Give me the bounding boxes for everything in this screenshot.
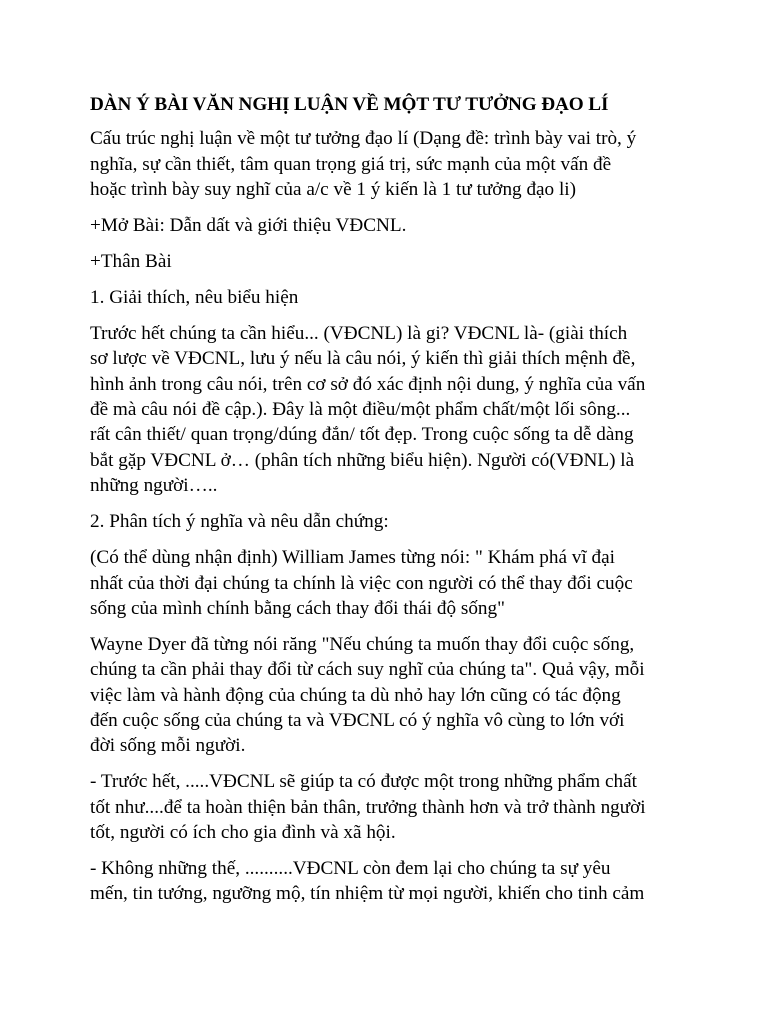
paragraph-explanation	[90, 321, 690, 499]
text-line: sơ lược về VĐCNL, lưu ý nếu là câu nói, ý kiến thì giải thích mệnh đề,	[90, 348, 636, 370]
text-line: đến cuộc sống của chúng ta và VĐCNL có ý nghĩa vô cùng to lớn với	[90, 710, 625, 732]
paragraph-mo-bai	[90, 213, 690, 238]
text-line: - Trước hết, .....VĐCNL sẽ giúp ta có được một trong những phẩm chất	[90, 771, 637, 793]
text-line: nhất của thời đại chúng ta chính là việc con người có thể thay đổi cuộc	[90, 572, 633, 594]
text-line: +Thân Bài	[90, 251, 172, 273]
text-line: hoặc trình bày suy nghĩ của a/c về 1 ý kiến là 1 tư tưởng đạo li)	[90, 179, 576, 201]
text-line: bắt gặp VĐCNL ở… (phân tích những biểu hiện). Người có(VĐNL) là	[90, 449, 635, 471]
text-line: (Có thể dùng nhận định) William James từng nói: " Khám phá vĩ đại	[90, 547, 615, 569]
text-line: việc làm và hành động của chúng ta dù nhỏ hay lớn cũng có tác động	[90, 684, 621, 706]
paragraph-quote-wayne-dyer	[90, 632, 690, 759]
text-line: đề mà câu nói đề cập.). Đây là một điều/một phẩm chất/một lối sông...	[90, 399, 631, 421]
text-line: nghĩa, sự cần thiết, tâm quan trọng giá trị, sức mạnh của một vấn đề	[90, 153, 612, 175]
text-line: tốt như....để ta hoàn thiện bản thân, trưởng thành hơn và trở thành người	[90, 796, 646, 818]
text-line: Trước hết chúng ta cần hiểu... (VĐCNL) là gi? VĐCNL là- (giài thích	[90, 322, 628, 344]
document-body	[90, 92, 690, 917]
paragraph-intro-structure	[90, 126, 690, 202]
text-line: mến, tin tướng, ngưỡng mộ, tín nhiệm từ mọi người, khiến cho tinh cảm	[90, 883, 645, 905]
text-line: đời sống mỗi người.	[90, 735, 246, 757]
paragraph-bullet-second	[90, 856, 690, 907]
paragraph-quote-william-james	[90, 545, 690, 621]
text-line: +Mở Bài: Dẫn dất và giới thiệu VĐCNL.	[90, 215, 407, 237]
text-line: 2. Phân tích ý nghĩa và nêu dẫn chứng:	[90, 511, 389, 533]
text-line: sống của mình chính bằng cách thay đổi thái độ sống"	[90, 597, 505, 619]
text-line: - Không những thế, ..........VĐCNL còn đem lại cho chúng ta sự yêu	[90, 858, 611, 880]
text-line: Cấu trúc nghị luận về một tư tưởng đạo lí (Dạng đề: trình bày vai trò, ý	[90, 128, 637, 150]
text-line: rất cân thiết/ quan trọng/dúng đắn/ tốt đẹp. Trong cuộc sống ta dễ dàng	[90, 424, 634, 446]
text-line: hình ảnh trong câu nói, trên cơ sở đó xác định nội dung, ý nghĩa của vấn	[90, 373, 646, 395]
paragraph-than-bai	[90, 249, 690, 274]
text-line: chúng ta cần phải thay đổi từ cách suy nghĩ của chúng ta". Quả vậy, mỗi	[90, 659, 645, 681]
text-line: tốt, người có ích cho gia đình và xã hội.	[90, 822, 396, 844]
document-title: DÀN Ý BÀI VĂN NGHỊ LUẬN VỀ MỘT TƯ TƯỞNG ĐẠO LÍ	[90, 94, 609, 115]
text-line: những người…..	[90, 475, 218, 497]
text-line: Wayne Dyer đã từng nói răng "Nếu chúng ta muốn thay đổi cuộc sống,	[90, 633, 635, 655]
section-heading-1	[90, 285, 690, 310]
section-heading-2	[90, 509, 690, 534]
text-line: 1. Giải thích, nêu biểu hiện	[90, 286, 299, 308]
paragraph-bullet-first	[90, 769, 690, 845]
